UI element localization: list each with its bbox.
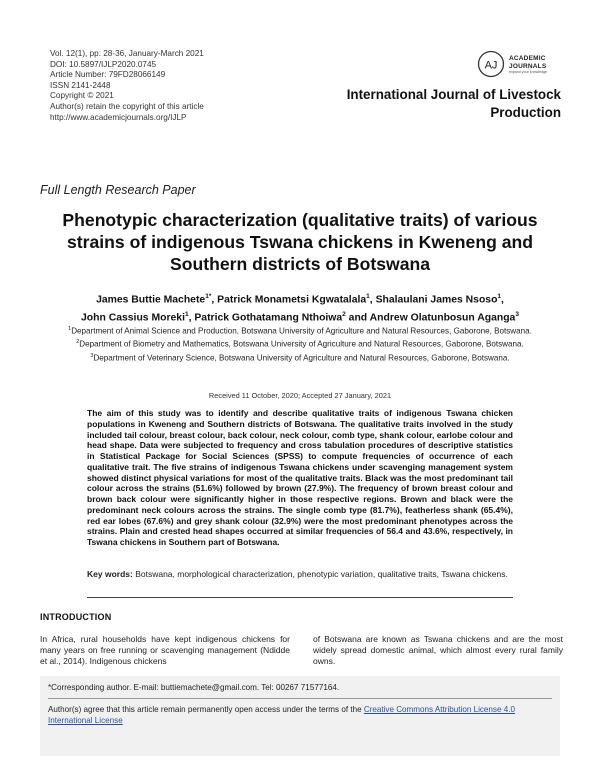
meta-issn: ISSN 2141-2448: [50, 80, 111, 90]
author-name: Andrew Olatunbosun Aganga: [369, 312, 516, 324]
logo-tagline: expand your knowledge: [509, 70, 547, 74]
author-name: Patrick Gothatamang Nthoiwa: [194, 312, 343, 324]
affiliation-text: Department of Biometry and Mathematics, Botswana University of Agriculture and Natural Resources, Gaborone, Botswana.: [79, 340, 524, 350]
affiliation-text: Department of Animal Science and Production, Botswana University of Agriculture and Natural Resources, Gaborone, Botswana.: [71, 326, 532, 336]
affiliation: [40, 351, 560, 364]
keywords-label: Key words:: [87, 569, 133, 579]
logo-line-2: JOURNALS: [509, 62, 547, 70]
corresponding-author: *Corresponding author. E-mail: buttiemachete@gmail.com. Tel: 00267 71577164.: [48, 683, 340, 692]
author-name: Patrick Monametsi Kgwatalala: [217, 294, 367, 306]
author-name: Shalaulani James Nsoso: [375, 294, 498, 306]
author-name: John Cassius Moreki: [81, 312, 185, 324]
abstract-divider: [87, 597, 513, 598]
author-list: James Buttie Machete$^{1*}$, Patrick Monametsi Kgwatalala$^1$, Shalaulani James Nsoso$^1$, John Cassius Moreki$^1$, Patrick Gothatamang Nthoiwa$^2$ and Andrew Olatunbosun Aganga$^3$: [81, 293, 519, 324]
paper-title: Phenotypic characterization (qualitative traits) of various strains of indigenous Tswana chickens in Kweneng and Southern districts of Botswana: [62, 210, 538, 274]
article-metadata: [50, 49, 204, 123]
author-affiliation-marker: 1*: [205, 293, 212, 300]
author-affiliation-marker: 3: [515, 311, 519, 319]
intro-column-left: In Africa, rural households have kept indigenous chickens for many years on free running or scavenging management (Ndidde et al., 2014). Indigenous chickens: [40, 634, 290, 666]
author-affiliation-marker: 2: [342, 311, 346, 319]
author-affiliation-marker: 1: [366, 293, 370, 300]
affiliation-list: [40, 324, 560, 364]
meta-article-number: Article Number: 79FD28066149: [50, 70, 166, 80]
paper-type: Full Length Research Paper: [40, 183, 196, 197]
received-accepted-dates: Received 11 October, 2020; Accepted 27 January, 2021: [208, 391, 392, 400]
license-prefix: Author(s) agree that this article remain permanently open access under the terms of the: [48, 705, 364, 714]
keywords-text: Botswana, morphological characterization, phenotypic variation, qualitative traits, Tswana chickens.: [132, 569, 508, 579]
abstract: The aim of this study was to identify and describe qualitative traits of indigenous Tswana chicken populations in Kweneng and Southern districts of Botswana. The qualitative traits involved in the study included tail colour, breast colour, back colour, neck colour, comb type, shank colour, earlobe colour and head shape. Data were subjected to frequency and cross tabulation procedures of descriptive statistics in Statistical Package for Social Sciences (SPSS) to compute frequencies of occurrence of each qualitative trait. The five strains of indigenous Tswana chickens under scavenging management system showed distinct physical variations for most of the qualitative traits. Black was the most predominant tail colour across the strains (51.6%) followed by brown (27.9%). The frequency of brown breast colour and brown back colour were significantly higher in those respective regions. Brown and black were the predominant neck colours across the strains. The single comb type (81.7%), featherless shank (65.4%), red ear lobes (67.6%) and grey shank colour (32.9%) were the most predominant phenotypes across the strains. Plain and crested head shapes occurred at similar frequencies of 56.4 and 43.6%, respectively, in Tswana chickens in Southern part of Botswana.: [87, 408, 513, 547]
intro-column-right: of Botswana are known as Tswana chickens and are the most widely spread domestic animal, which almost every rural family owns.: [313, 634, 563, 666]
affiliation-marker: 3: [90, 352, 94, 359]
license-link[interactable]: Creative Commons Attribution License 4.0 International License: [48, 705, 515, 725]
author-affiliation-marker: 1: [184, 311, 189, 319]
svg-text:AJ: AJ: [484, 59, 498, 72]
logo-wordmark: [509, 55, 546, 70]
aj-logo-icon: [477, 50, 505, 78]
affiliation: [40, 324, 560, 337]
meta-url[interactable]: http://www.academicjournals.org/IJLP: [50, 112, 187, 122]
footnote-divider: [48, 698, 552, 699]
affiliation-text: Department of Veterinary Science, Botswana University of Agriculture and Natural Resources, Gaborone, Botswana.: [93, 353, 510, 363]
meta-doi: DOI: 10.5897/IJLP2020.0745: [50, 59, 157, 69]
logo-line-1: ACADEMIC: [509, 55, 546, 62]
keywords: [87, 569, 513, 580]
affiliation-marker: 2: [76, 339, 80, 346]
meta-rights: Author(s) retain the copyright of this article: [50, 101, 204, 111]
author-name: James Buttie Machete: [96, 294, 206, 306]
affiliation-marker: 1: [68, 326, 72, 332]
license-statement: [48, 705, 554, 727]
affiliation: [40, 337, 560, 350]
meta-copyright: Copyright © 2021: [50, 91, 114, 101]
author-affiliation-marker: 1: [497, 293, 502, 300]
journal-name: International Journal of Livestock Production: [346, 87, 561, 120]
publisher-logo: [477, 50, 597, 80]
section-heading-introduction: INTRODUCTION: [40, 612, 112, 622]
meta-volume: Vol. 12(1), pp. 28-36, January-March 2021: [50, 49, 204, 58]
